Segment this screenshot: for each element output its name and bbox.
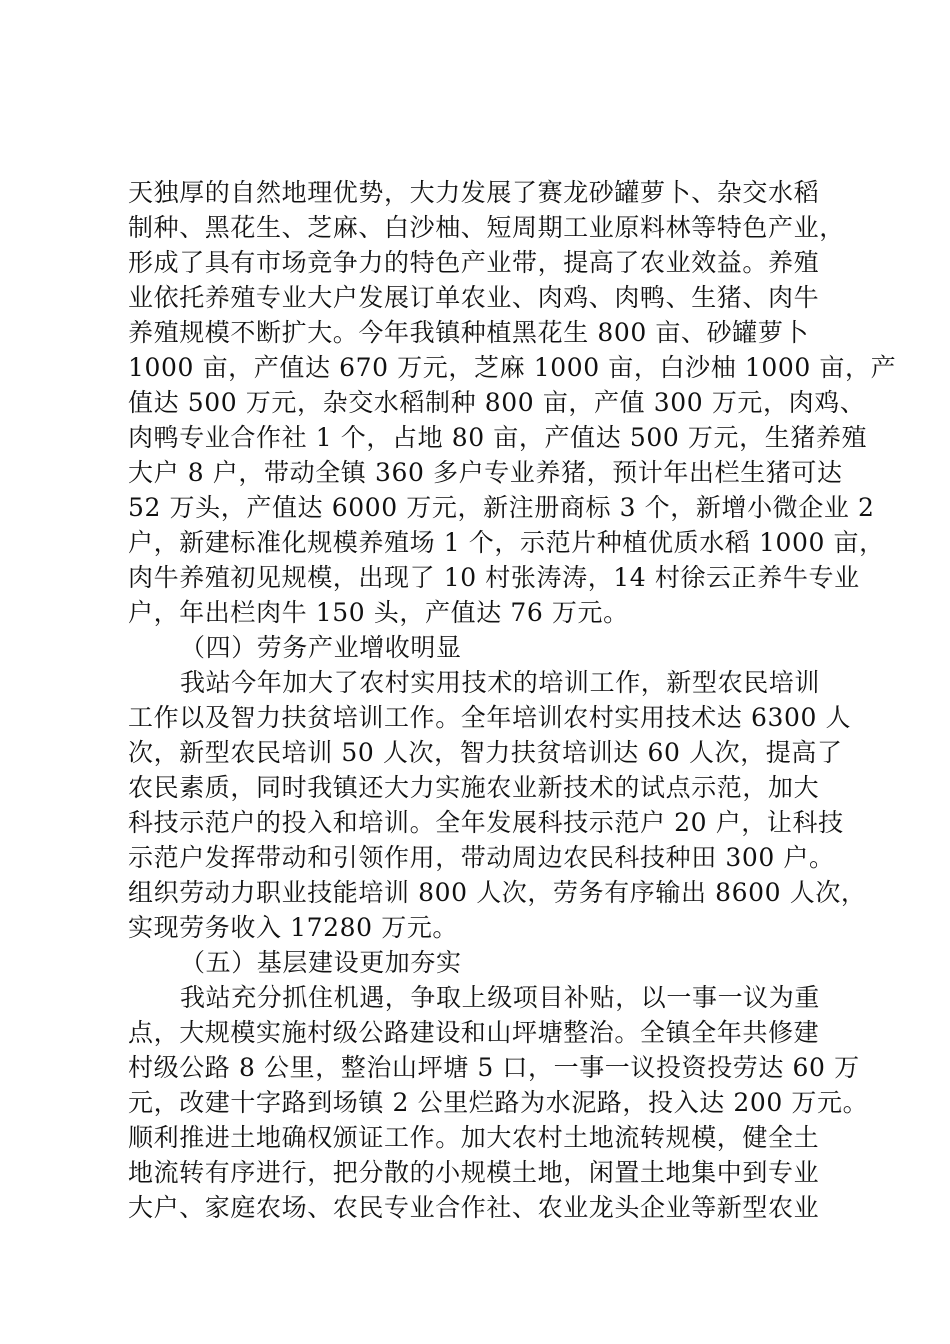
body-line: 52 万头，产值达 6000 万元，新注册商标 3 个，新增小微企业 2	[128, 493, 875, 522]
body-line: 实现劳务收入 17280 万元。	[128, 913, 459, 942]
body-line: 示范户发挥带动和引领作用，带动周边农民科技种田 300 户。	[128, 843, 835, 872]
body-line: 次，新型农民培训 50 人次，智力扶贫培训达 60 人次，提高了	[128, 738, 843, 767]
body-line: 科技示范户的投入和培训。全年发展科技示范户 20 户，让科技	[128, 808, 844, 837]
body-line: 点，大规模实施村级公路建设和山坪塘整治。全镇全年共修建	[128, 1018, 820, 1047]
body-line: 天独厚的自然地理优势，大力发展了赛龙砂罐萝卜、杂交水稻	[128, 178, 820, 207]
body-line: 形成了具有市场竞争力的特色产业带，提高了农业效益。养殖	[128, 248, 820, 277]
body-line: 户，年出栏肉牛 150 头，产值达 76 万元。	[128, 598, 629, 627]
body-line: 户，新建标准化规模养殖场 1 个，示范片种植优质水稻 1000 亩，	[128, 528, 885, 557]
body-line: 农民素质，同时我镇还大力实施农业新技术的试点示范，加大	[128, 773, 820, 802]
body-line: 地流转有序进行，把分散的小规模土地，闲置土地集中到专业	[128, 1158, 820, 1187]
body-line: 养殖规模不断扩大。今年我镇种植黑花生 800 亩、砂罐萝卜	[128, 318, 810, 347]
body-line: 1000 亩，产值达 670 万元，芝麻 1000 亩，白沙柚 1000 亩，产	[128, 353, 897, 382]
body-line: 值达 500 万元，杂交水稻制种 800 亩，产值 300 万元，肉鸡、	[128, 388, 866, 417]
body-line: 村级公路 8 公里，整治山坪塘 5 口，一事一议投资投劳达 60 万	[128, 1053, 860, 1082]
body-line: 大户、家庭农场、农民专业合作社、农业龙头企业等新型农业	[128, 1193, 820, 1222]
body-line: 元，改建十字路到场镇 2 公里烂路为水泥路，投入达 200 万元。	[128, 1088, 869, 1117]
paragraph-first-line: 我站充分抓住机遇，争取上级项目补贴，以一事一议为重	[180, 983, 821, 1012]
body-line: 大户 8 户，带动全镇 360 多户专业养猪，预计年出栏生猪可达	[128, 458, 843, 487]
section-heading: （五）基层建设更加夯实	[180, 948, 462, 977]
body-line: 业依托养殖专业大户发展订单农业、肉鸡、肉鸭、生猪、肉牛	[128, 283, 820, 312]
body-line: 工作以及智力扶贫培训工作。全年培训农村实用技术达 6300 人	[128, 703, 852, 732]
body-line: 组织劳动力职业技能培训 800 人次，劳务有序输出 8600 人次，	[128, 878, 867, 907]
body-line: 肉牛养殖初见规模，出现了 10 村张涛涛，14 村徐云正养牛专业	[128, 563, 860, 592]
body-line: 顺利推进土地确权颁证工作。加大农村土地流转规模，健全土	[128, 1123, 820, 1152]
section-heading: （四）劳务产业增收明显	[180, 633, 462, 662]
body-line: 制种、黑花生、芝麻、白沙柚、短周期工业原料林等特色产业，	[128, 213, 845, 242]
body-line: 肉鸭专业合作社 1 个，占地 80 亩，产值达 500 万元，生猪养殖	[128, 423, 868, 452]
paragraph-first-line: 我站今年加大了农村实用技术的培训工作，新型农民培训	[180, 668, 821, 697]
